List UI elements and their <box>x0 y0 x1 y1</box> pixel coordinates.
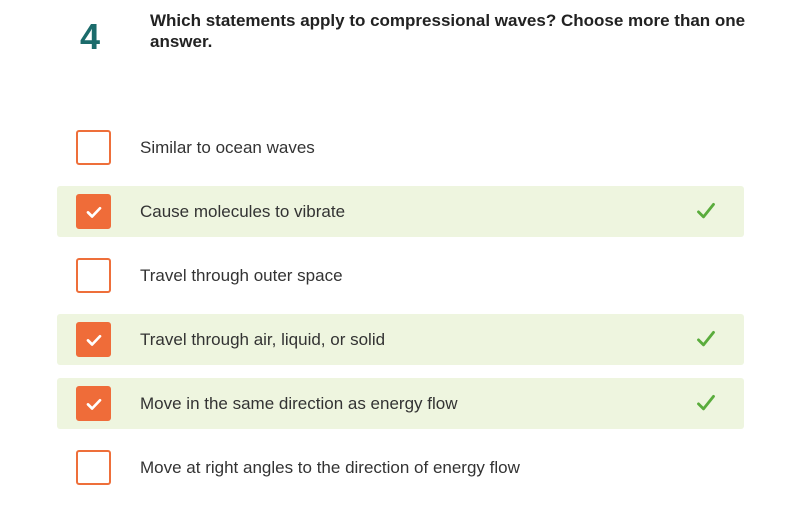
answer-options <box>57 122 744 506</box>
option-checkbox[interactable] <box>76 258 111 293</box>
option-label: Similar to ocean waves <box>140 138 315 157</box>
question-text: Which statements apply to compressional waves? Choose more than one answer. <box>150 11 746 51</box>
option-travel-through-air-liquid-solid[interactable] <box>57 314 744 365</box>
correct-check-icon <box>696 329 716 349</box>
correct-check-icon <box>696 393 716 413</box>
option-travel-through-outer-space[interactable] <box>57 250 744 301</box>
option-checkbox[interactable] <box>76 130 111 165</box>
option-right-angles-to-energy-flow[interactable] <box>57 442 744 493</box>
option-label: Cause molecules to vibrate <box>140 202 346 221</box>
option-same-direction-as-energy-flow[interactable] <box>57 378 744 429</box>
option-label: Travel through outer space <box>140 266 343 285</box>
checkmark-icon <box>85 331 103 349</box>
option-checkbox[interactable] <box>76 322 111 357</box>
correct-check-icon <box>696 201 716 221</box>
option-label: Move in the same direction as energy flow <box>140 394 458 413</box>
option-label: Move at right angles to the direction of energy flow <box>140 458 520 477</box>
question-number: 4 <box>80 16 101 57</box>
option-label: Travel through air, liquid, or solid <box>140 330 386 349</box>
option-checkbox[interactable] <box>76 386 111 421</box>
option-checkbox[interactable] <box>76 450 111 485</box>
option-cause-molecules-to-vibrate[interactable] <box>57 186 744 237</box>
checkmark-icon <box>85 395 103 413</box>
option-similar-to-ocean-waves[interactable] <box>57 122 744 173</box>
option-checkbox[interactable] <box>76 194 111 229</box>
checkmark-icon <box>85 203 103 221</box>
